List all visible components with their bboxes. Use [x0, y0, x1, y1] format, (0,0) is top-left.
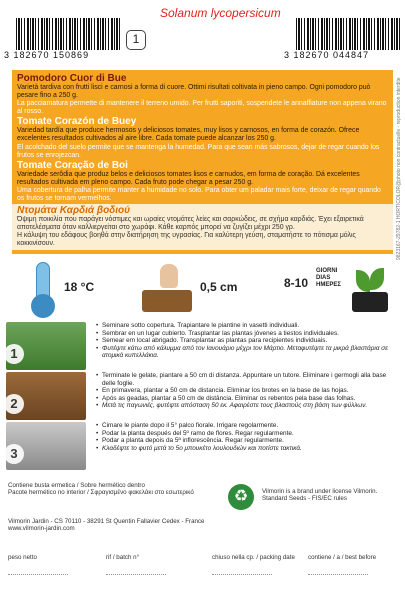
- days-value: 8-10: [284, 276, 309, 290]
- barcode-strip: [0, 0, 405, 70]
- lot-badge: 1: [126, 30, 146, 50]
- title-pt: Tomate Coração de Boi: [17, 159, 128, 171]
- title-it: Pomodoro Cuor di Bue: [17, 73, 127, 84]
- brand-line-2: Standard Seeds - FIS/EC rules: [262, 495, 347, 503]
- body-es: Variedad tardía que produce hermosos y deliciosos tomates, muy lisos y carnosos, en forma de corazón. Ofrece excelentes resultados cultivados al aire libre. Cada tomate puede alcanzar los 250 g.: [17, 127, 360, 143]
- title-gr: Ντομάτα Καρδιά βοδιού: [17, 205, 131, 217]
- step-1-line-pt: • Semear em local abrigado. Transplantar as plantas para recipientes individuais.: [96, 337, 396, 345]
- description-panel: [12, 70, 393, 254]
- footer-website: www.vilmorin-jardin.com: [8, 525, 75, 532]
- depth-value: 0,5 cm: [200, 280, 238, 294]
- field-batch: rif / batch n°: [106, 554, 140, 561]
- temperature-value: 18 °C: [64, 280, 95, 294]
- sprout-icon: [348, 262, 392, 312]
- step-2-number: 2: [4, 394, 24, 414]
- barcode-number-left: 3 182670 150869: [4, 50, 90, 60]
- footer-address: Vilmorin Jardin - CS 70110 - 38291 St Quentin Fallavier Cedex - France: [8, 518, 205, 525]
- thermometer-icon: [24, 262, 62, 312]
- step-1-line-gr: • Φυτέψτε κάτω από κάλυμμα από τον Ιανουάριο μέχρι τον Μάρτιο. Μεταφυτέψτε τα μικρά βλαστάρια σε ατομικά κυπελλάκια.: [96, 345, 396, 360]
- brand-line-1: Vilmorin is a brand under license Vilmorin.: [262, 488, 378, 495]
- sowing-hand-icon: [138, 262, 196, 312]
- tip-gr: Η κάλυψη του εδάφους βοηθά στην διατήρηση της υγρασίας. Για καλύτερη γεύση, σταματήστε το πότισμα μόλις κοκκινίσουν.: [17, 232, 356, 248]
- tip-pt: Uma cobertura de palha permite manter a humidade no solo. Para obter um paladar mais forte, deixar de regar quando os frutos se tornam vermelhos.: [17, 186, 381, 203]
- barcode-left: [4, 18, 122, 60]
- field-net-weight: peso netto: [8, 554, 37, 561]
- tip-es: El acolchado del suelo permite que se mantenga la humedad. Para que sean más sabrosos, dejar de regar cuando los frutos se enrojezcan.: [17, 143, 380, 159]
- body-gr: Όψιμη ποικιλία που παράγει νόστιμες και ωραίες ντομάτες λείες και σαρκώδεις, σε σχήμα καρδιάς. Έχει εξαιρετικά αποτελέσματα όταν καλλιεργείται στο χωράφι. Κάθε καρπός μπορεί να ζυγίζει μέχρι 250 γρ.: [17, 216, 364, 232]
- footer-hermetic-2: Pacote hermético no interior / Σφραγισμένο φακελάκι στο εσωτερικό: [8, 489, 194, 496]
- footer-hermetic-1: Contiene busta ermetica / Sobre hermético dentro: [8, 482, 145, 489]
- step-1-number: 1: [4, 344, 24, 364]
- barcode-bars-left: [16, 18, 120, 50]
- step-1-line-it: • Seminare sotto copertura. Trapiantare le piantine in vasetti individuali.: [96, 322, 396, 330]
- body-pt: Variedade serôdia que produz belos e deliciosos tomates lisos e carnudos, em forma de coração. Dá excelentes resultados cultivada em pleno campo. Cada fruto pode chegar a pesar 250 g.: [17, 170, 360, 186]
- step-3-line-gr: • Κλαδέψτε το φυτό μετά το 5ο μπουκέτο λουλουδιών και ποτίστε τακτικά.: [96, 445, 396, 453]
- print-code: 9823167-29782-1 HORTICOLOR@photo non contractuelle - reproduction interdite: [396, 77, 402, 260]
- packing-fields: [0, 554, 405, 566]
- instruction-steps: [0, 320, 405, 474]
- growing-icons: [0, 254, 405, 320]
- step-3-line-pt: • Podar a planta depois da 5ª inflorescência. Regar regularmente.: [96, 437, 396, 445]
- latin-name: Solanum lycopersicum: [160, 6, 281, 20]
- days-label: GIORNI DIAS ΗΜΕΡΕΣ: [316, 268, 341, 288]
- barcode-right: [284, 18, 402, 60]
- footer: [0, 474, 405, 600]
- step-3-line-it: • Cimare le piante dopo il 5° palco fiorale. Irrigare regolarmente.: [96, 422, 396, 430]
- step-1-text: [96, 322, 396, 360]
- brand-notice: [262, 488, 377, 502]
- step-3-number: 3: [4, 444, 24, 464]
- barcode-number-right: 3 182670 044847: [284, 50, 370, 60]
- step-2-line-gr: • Μετά τις παγωνιές, φυτέψτε απόσταση 50 εκ. Αφαιρέστε τους βλαστούς στη βάση των φύλλων.: [96, 402, 396, 410]
- step-2-line-pt: • Após as geadas, plantar a 50 cm de distância. Eliminar os rebentos pela base das folhas.: [96, 395, 396, 403]
- recycle-icon: ♻: [228, 484, 254, 510]
- step-3-text: [96, 422, 396, 452]
- field-best-before: contiene / a / best before: [308, 554, 377, 561]
- step-2-line-es: • En primavera, plantar a 50 cm de distancia. Eliminar los brotes en la base de las hojas.: [96, 387, 396, 395]
- step-3-line-es: • Podar la planta después del 5º ramo de flores. Regar regularmente.: [96, 430, 396, 438]
- barcode-bars-right: [296, 18, 400, 50]
- tip-it: La pacciamatura permette di mantenere il terreno umido. Per frutti saporiti, sospendete le annaffiature non appena virano al rosso.: [17, 100, 387, 116]
- step-1-line-es: • Sembrar en un lugar cubierto. Trasplantar las plantas jóvenes a tiestos individuales.: [96, 330, 396, 338]
- field-packing-date: chiuso nella cp. / packing date: [212, 554, 295, 561]
- step-2-line-it: • Terminate le gelate, piantare a 50 cm di distanza. Appuntare un tutore. Eliminare i germogli alla base delle foglie.: [96, 372, 396, 387]
- greek-block: [12, 204, 393, 249]
- body-it: Varietà tardiva con frutti lisci e carnosi a forma di cuore. Ottimi risultati coltivata in pieno campo. Ogni pomodoro può pesare fino a 250 g.: [17, 84, 371, 100]
- step-2-text: [96, 372, 396, 410]
- title-es: Tomate Corazón de Buey: [17, 116, 137, 128]
